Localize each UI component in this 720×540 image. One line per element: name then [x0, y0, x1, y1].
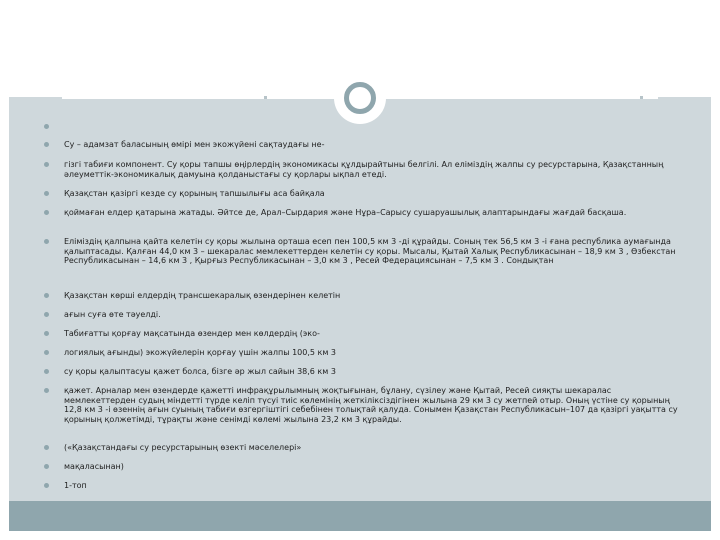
list-item-text: Табиғатты қорғау мақсатында өзендер мен көлдердің (эко-	[64, 329, 320, 338]
list-item	[44, 310, 684, 329]
bullet-icon	[44, 369, 49, 374]
list-item-text: Еліміздің қалпына қайта келетін су қоры жылына орташа есеп пен 100,5 км 3 -ді құрайды. Соның тек 56,5 км 3 -і ғана республика аумағында қалыптасады. Қалған 44,0 км 3 – шекаралас мемлекеттерден келетін су қоры. Мысалы, Қытай Халық Республикасынан – 18,9 км 3 , Өзбекстан Республикасынан – 14,6 км 3 , Қырғыз Республикасынан – 3,0 км 3 , Ресей Федерациясынан – 7,5 км 3 . Сондықтан	[64, 237, 676, 266]
bullet-icon	[44, 162, 49, 167]
list-item	[44, 208, 684, 237]
list-item-text: қажет. Арналар мен өзендерде қажетті инфрақұрылымның жоқтығынан, бұлану, сүзілеу және Қытай, Ресей сияқты шекаралас мемлекеттерден судың міндетті түрде келіп түсуі тиіс көлемінің жеткіліксіздігінен жылына 29 км 3 су жетпей отыр. Оның үстіне су қорының 12,8 км 3 -і өзеннің ағын суының табиғи өзгергіштігі себебінен толықтай қалуда. Сонымен Қазақстан Республикасын–107 да қазіргі уақытта су қорының қолжетімді, тұрақты және сенімді көлемі жылына 23,2 км 3 құрайды.	[64, 386, 678, 424]
list-item	[44, 386, 684, 443]
divider-dot-right	[640, 96, 643, 99]
list-item-text: Қазақстан қазіргі кезде су қорының тапшылығы аса байқала	[64, 189, 325, 198]
divider-dot-left	[264, 96, 267, 99]
bullet-icon	[44, 388, 49, 393]
list-item-text: қоймаған елдер қатарына жатады. Әйтсе де, Арал–Сырдария және Нұра–Сарысу сушаруашылық алаптарындағы жағдай басқаша.	[64, 208, 627, 217]
footer-bar	[9, 501, 711, 531]
list-item	[44, 348, 684, 367]
bullet-icon	[44, 142, 49, 147]
bullet-icon	[44, 312, 49, 317]
list-item-text: Су – адамзат баласының өмірі мен экожүйені сақтаудағы не-	[64, 140, 325, 149]
bullet-list	[44, 122, 684, 493]
bullet-icon	[44, 350, 49, 355]
bullet-icon	[44, 483, 49, 488]
list-item	[44, 462, 684, 481]
list-item-text: ағын суға өте тәуелді.	[64, 310, 161, 319]
bullet-icon	[44, 124, 49, 129]
list-item	[44, 481, 684, 493]
list-item	[44, 367, 684, 386]
bullet-icon	[44, 445, 49, 450]
list-item-text: логиялық ағынды) экожүйелерін қорғау үшін жалпы 100,5 км 3	[64, 348, 337, 357]
list-item	[44, 189, 684, 208]
bullet-icon	[44, 464, 49, 469]
list-item	[44, 291, 684, 310]
list-item	[44, 329, 684, 348]
circle-ornament-ring	[344, 82, 376, 114]
list-item-text: 1-топ	[64, 481, 87, 490]
bullet-icon	[44, 239, 49, 244]
list-item-text: («Қазақстандағы су ресурстарының өзекті мәселелері»	[64, 443, 302, 452]
list-item	[44, 160, 684, 189]
list-item-text: су қоры қалыптасуы қажет болса, бізге әр жыл сайын 38,6 км 3	[64, 367, 336, 376]
list-item	[44, 443, 684, 462]
list-item-text: мақаласынан)	[64, 462, 124, 471]
list-item	[44, 140, 684, 160]
list-item	[44, 237, 684, 291]
bullet-icon	[44, 331, 49, 336]
list-item-text: гізгі табиғи компонент. Су қоры тапшы өңірлердің экономикасы құлдырайтыны белгілі. Ал еліміздің жалпы су ресурстарына, Қазақстанның әлеуметтік-экономикалық дамуына қолданыстағы су қорлары ықпал етеді.	[64, 160, 664, 179]
list-item-text: Қазақстан көрші елдердің трансшекаралық өзендерінен келетін	[64, 291, 341, 300]
bullet-icon	[44, 210, 49, 215]
list-item	[44, 122, 684, 140]
bullet-icon	[44, 191, 49, 196]
bullet-icon	[44, 293, 49, 298]
